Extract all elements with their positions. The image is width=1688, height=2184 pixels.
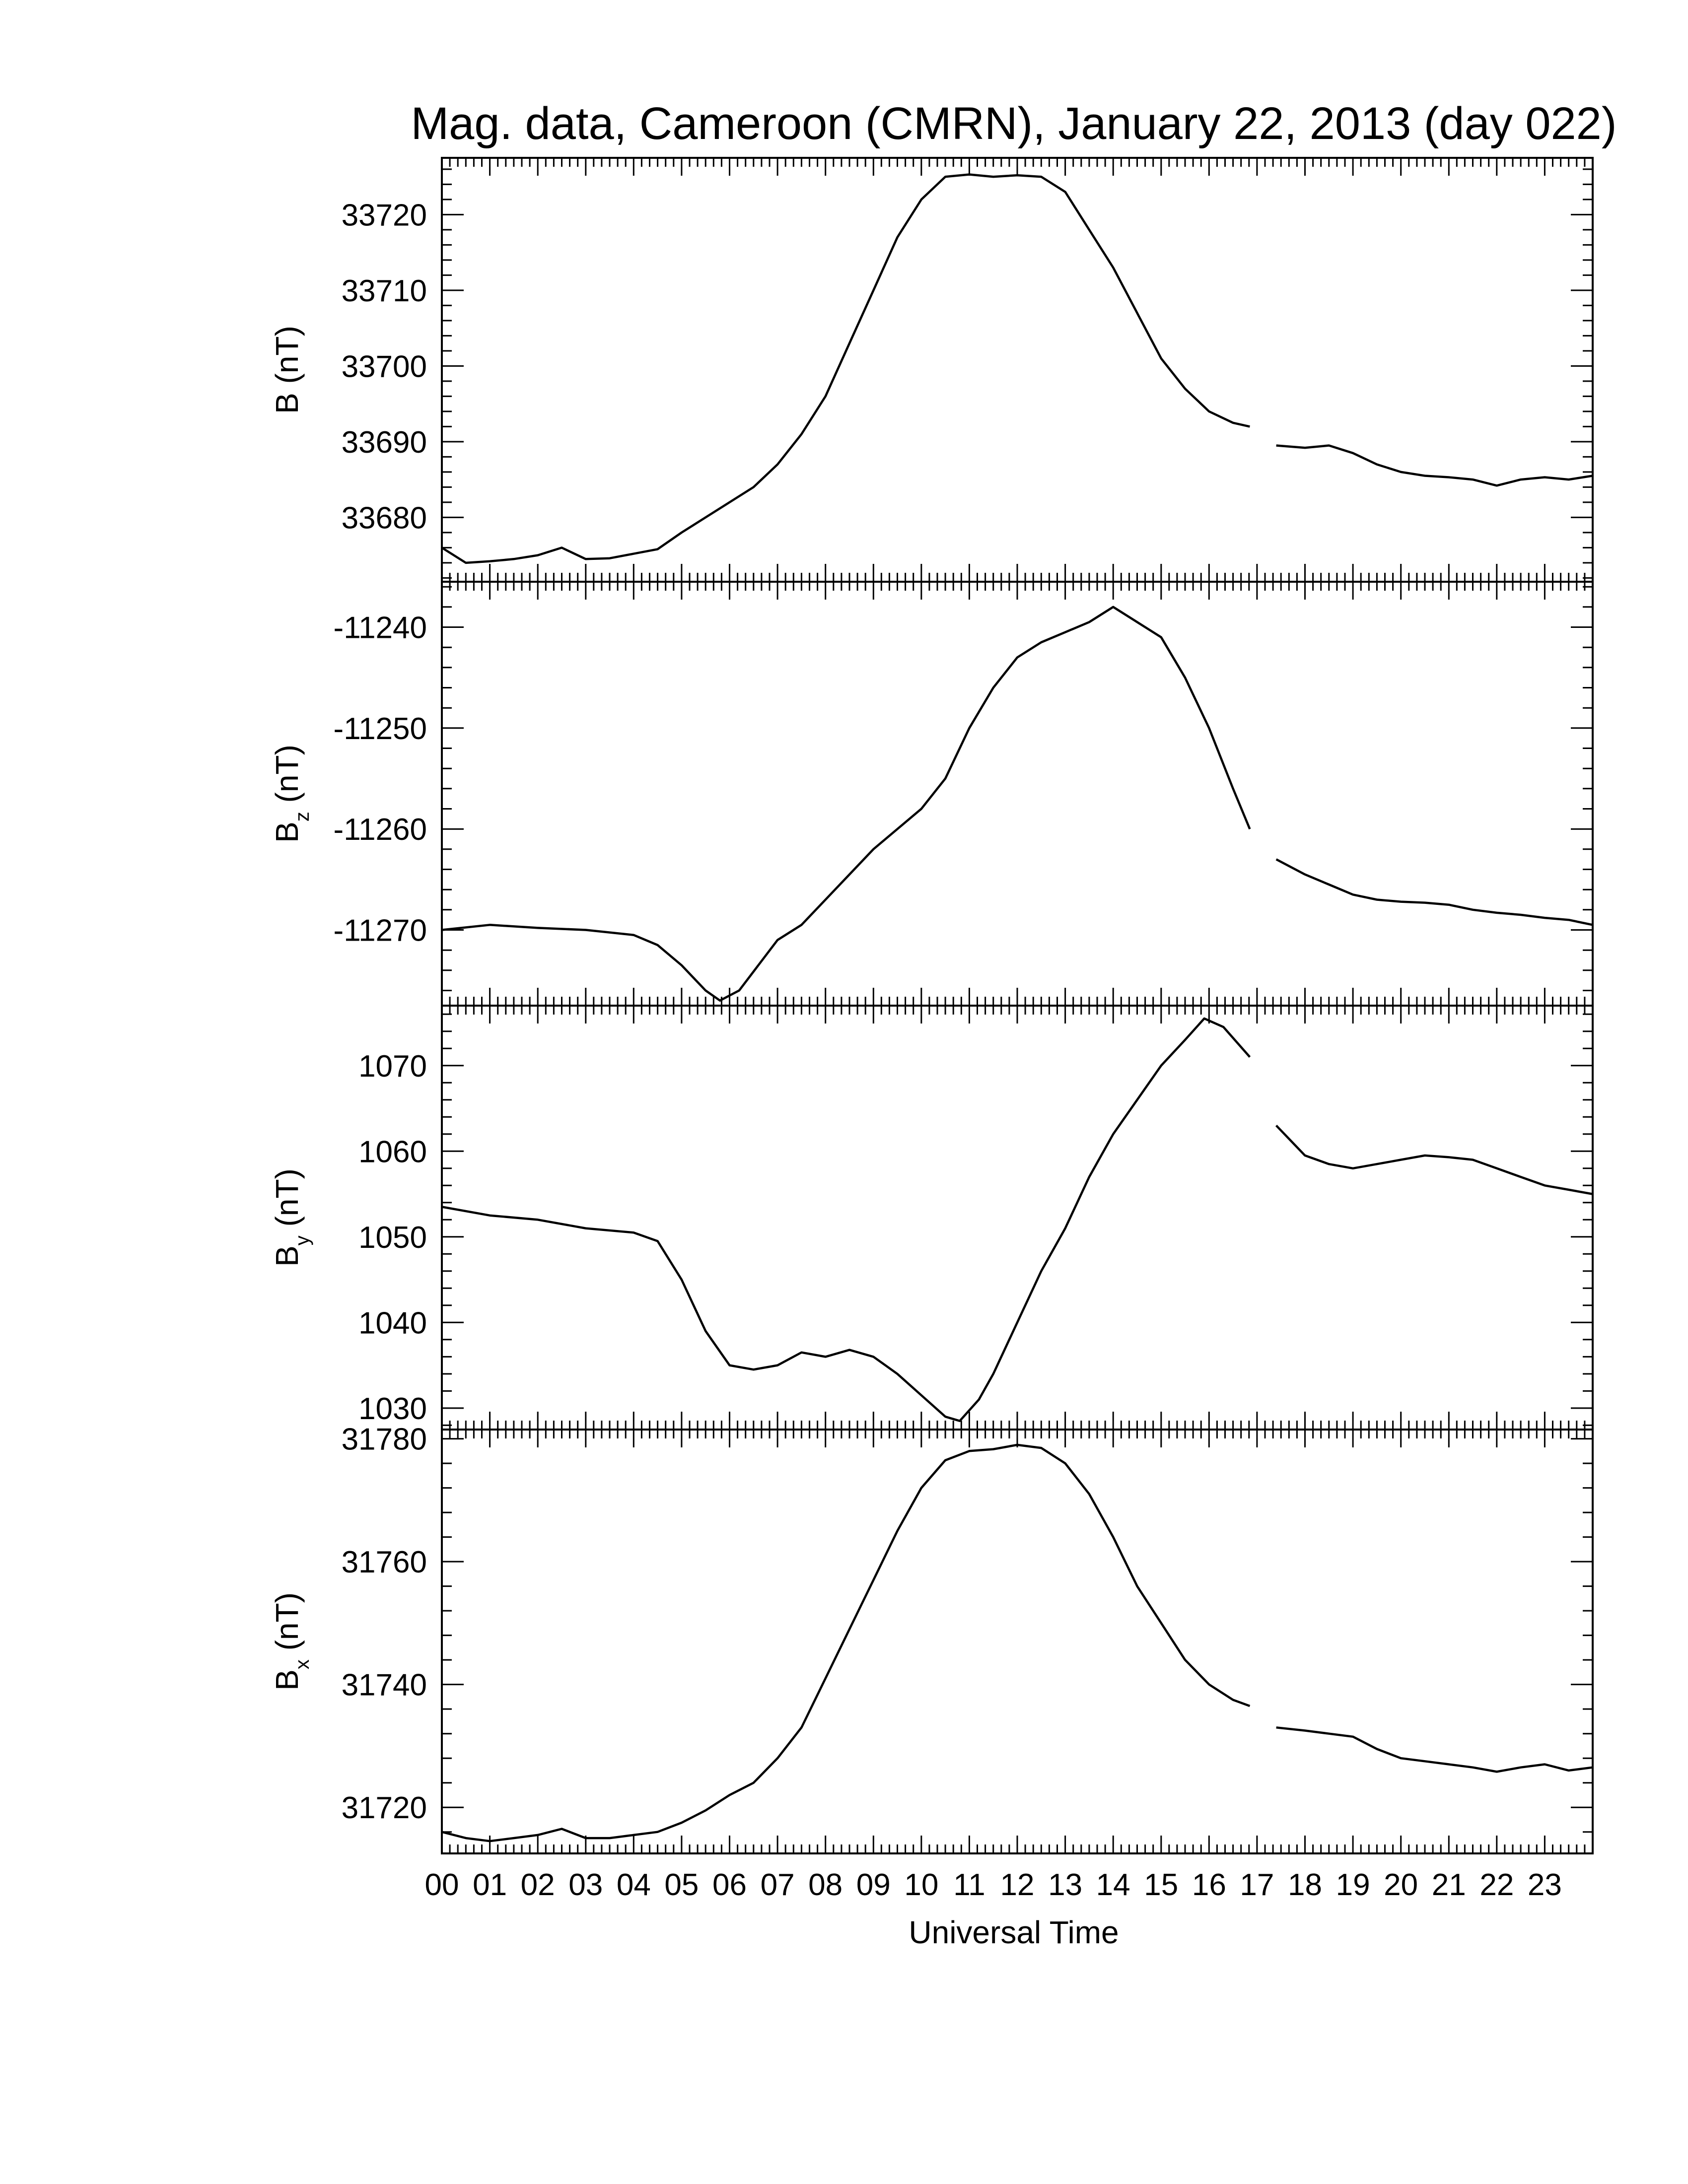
- y-tick-label: 31780: [341, 1422, 427, 1457]
- y-axis-label: [269, 326, 305, 414]
- series-line-1: [1276, 1126, 1593, 1194]
- y-axis-label-main: B: [269, 1245, 305, 1267]
- x-tick-label: 15: [1144, 1868, 1179, 1902]
- y-ticks: [442, 169, 1593, 578]
- series-line-0: [442, 607, 1250, 1001]
- x-tick-label: 13: [1048, 1868, 1083, 1902]
- y-ticks: [442, 1014, 1593, 1425]
- panel-1: [269, 582, 1593, 1006]
- series-line-0: [442, 175, 1250, 563]
- series-line-1: [1276, 1727, 1593, 1772]
- x-tick-label: 00: [424, 1868, 459, 1902]
- chart-title: Mag. data, Cameroon (CMRN), January 22, 2013 (day 022): [411, 98, 1617, 149]
- y-tick-label: -11260: [333, 813, 427, 847]
- y-axis-label: [269, 745, 313, 843]
- x-tick-label: 23: [1527, 1868, 1562, 1902]
- x-ticks: [442, 582, 1593, 1006]
- panel-frame: [442, 1006, 1593, 1430]
- y-axis-label-subscript: x: [291, 1659, 313, 1670]
- x-tick-label: 16: [1192, 1868, 1226, 1902]
- x-tick-label: 14: [1096, 1868, 1130, 1902]
- x-tick-label: 09: [856, 1868, 891, 1902]
- panel-frame: [442, 582, 1593, 1006]
- y-tick-label: 31760: [341, 1545, 427, 1580]
- x-tick-label: 22: [1479, 1868, 1514, 1902]
- y-tick-label: 1060: [358, 1135, 427, 1169]
- y-tick-label: 31740: [341, 1668, 427, 1703]
- x-ticks: [442, 1430, 1593, 1853]
- x-axis-label: Universal Time: [909, 1914, 1119, 1950]
- y-ticks: [442, 1439, 1593, 1832]
- y-tick-label: 1050: [358, 1220, 427, 1255]
- y-axis-label-main: B: [269, 821, 305, 843]
- x-tick-label: 01: [473, 1868, 507, 1902]
- y-tick-label: -11250: [333, 711, 427, 746]
- y-tick-label: 33680: [341, 501, 427, 536]
- series-line-0: [442, 1019, 1250, 1421]
- y-tick-label: 31720: [341, 1791, 427, 1826]
- y-axis-label: [269, 1592, 313, 1691]
- panels: [269, 158, 1593, 1902]
- x-tick-label: 20: [1384, 1868, 1418, 1902]
- x-tick-label: 05: [664, 1868, 699, 1902]
- y-tick-label: 1030: [358, 1391, 427, 1426]
- panel-2: [269, 1006, 1593, 1430]
- panel-frame: [442, 158, 1593, 582]
- series-line-0: [442, 1445, 1250, 1841]
- series-line-1: [1276, 446, 1593, 486]
- y-axis-label-subscript: z: [291, 812, 313, 822]
- x-tick-label: 21: [1431, 1868, 1466, 1902]
- y-tick-label: 33720: [341, 198, 427, 233]
- y-axis-label: [269, 1168, 313, 1267]
- x-ticks: [442, 1006, 1593, 1430]
- x-ticks: [442, 158, 1593, 582]
- panel-frame: [442, 1430, 1593, 1853]
- y-tick-label: 1040: [358, 1306, 427, 1341]
- x-tick-label: 08: [808, 1868, 843, 1902]
- panel-3: [269, 1423, 1593, 1853]
- series-line-1: [1276, 859, 1593, 925]
- y-tick-label: 33700: [341, 349, 427, 384]
- y-axis-label-unit: (nT): [269, 1592, 305, 1660]
- x-tick-label: 17: [1240, 1868, 1274, 1902]
- y-tick-label: -11240: [333, 611, 427, 645]
- y-tick-label: -11270: [333, 913, 427, 948]
- y-tick-label: 1070: [358, 1049, 427, 1084]
- x-tick-label: 03: [568, 1868, 603, 1902]
- y-axis-label-unit: (nT): [269, 326, 305, 393]
- y-axis-label-main: B: [269, 393, 305, 414]
- y-ticks: [442, 587, 1593, 990]
- x-tick-label: 07: [760, 1868, 795, 1902]
- x-tick-label: 06: [712, 1868, 747, 1902]
- x-tick-label: 11: [953, 1868, 985, 1902]
- y-tick-label: 33710: [341, 273, 427, 308]
- x-tick-label: 19: [1336, 1868, 1370, 1902]
- x-tick-label: 18: [1288, 1868, 1322, 1902]
- y-tick-label: 33690: [341, 425, 427, 460]
- x-tick-label: 02: [520, 1868, 555, 1902]
- y-axis-label-unit: (nT): [269, 745, 305, 812]
- y-axis-label-main: B: [269, 1669, 305, 1691]
- y-axis-label-unit: (nT): [269, 1168, 305, 1236]
- x-tick-label: 10: [904, 1868, 939, 1902]
- x-tick-label: 04: [616, 1868, 651, 1902]
- y-axis-label-subscript: y: [291, 1235, 313, 1246]
- panel-0: [269, 158, 1593, 582]
- x-tick-label: 12: [1000, 1868, 1035, 1902]
